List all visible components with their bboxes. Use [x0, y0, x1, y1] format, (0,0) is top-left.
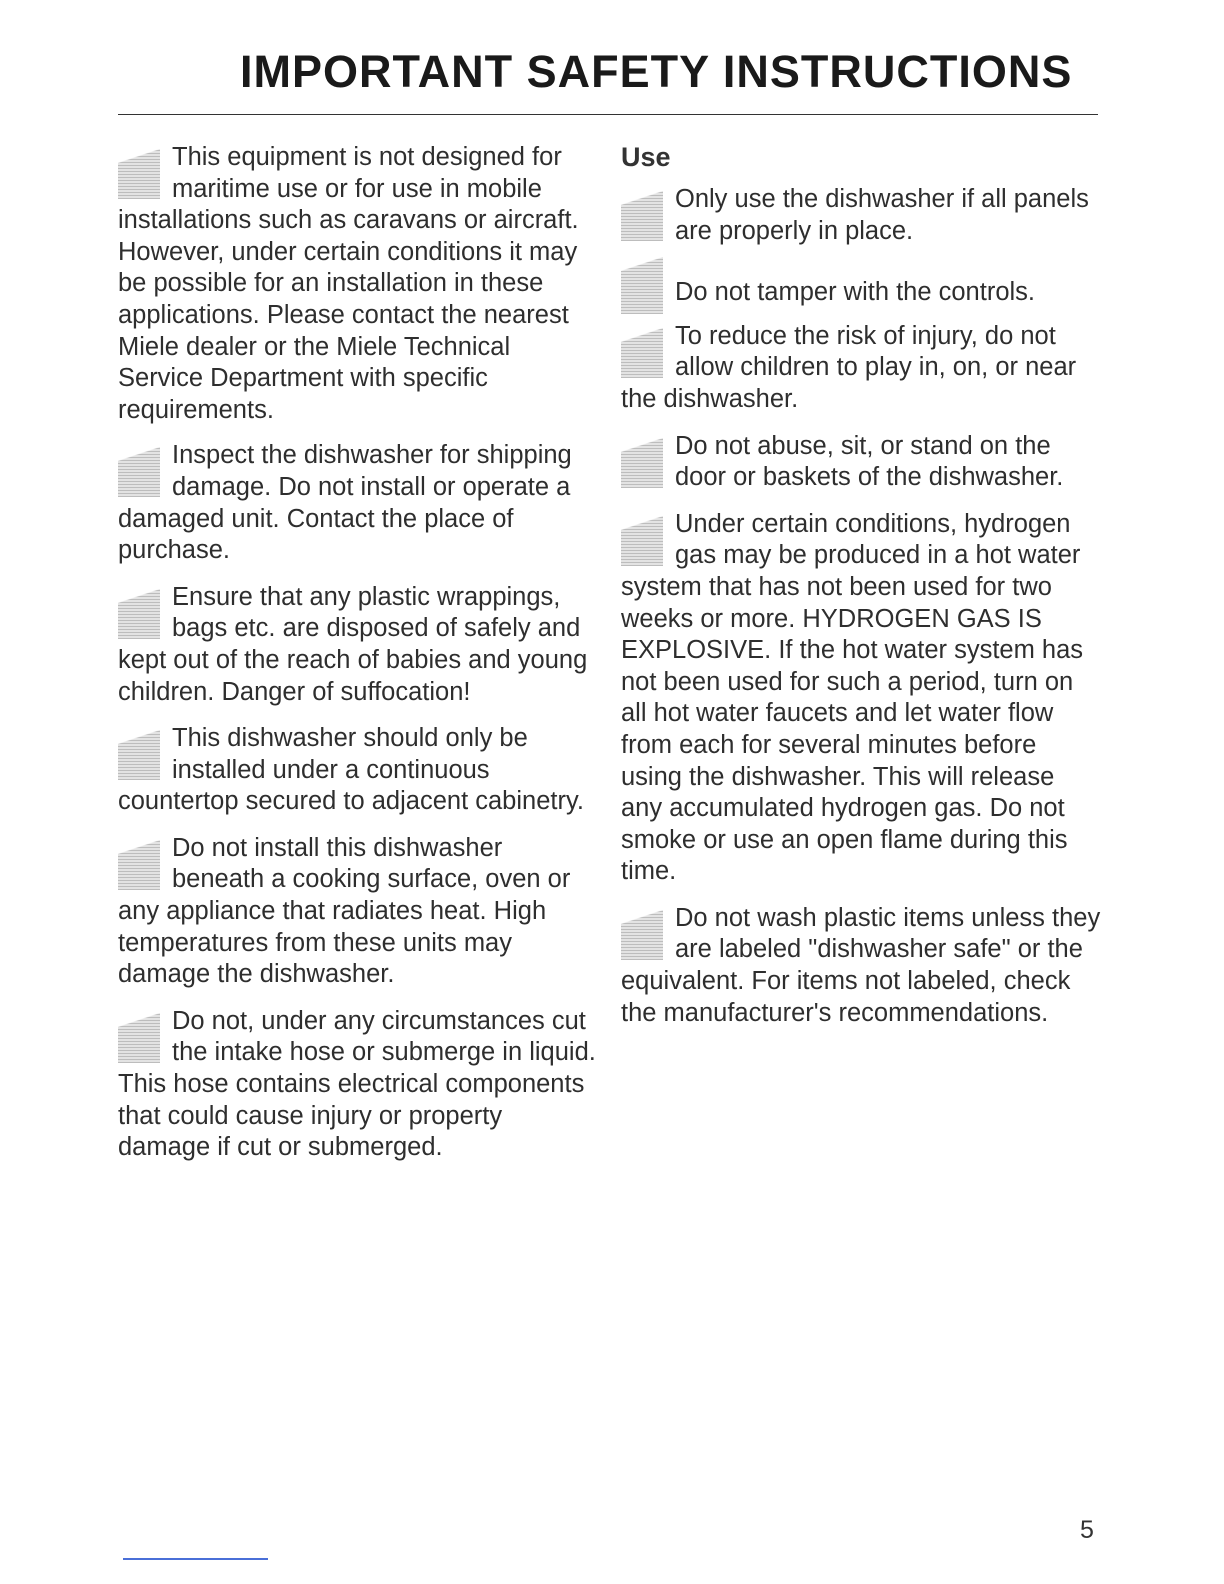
safety-item-text: This dishwasher should only be installed under a continuous countertop secured to adjacent cabinetry. [118, 724, 584, 816]
warning-marker-icon [621, 910, 663, 960]
safety-item-text: Under certain conditions, hydrogen gas may be produced in a hot water system that has not been used for two weeks or more. HYDROGEN GAS IS EXPLOSIVE. If the hot water system has not been used for such a period, turn on all hot water faucets and let water flow from each for several minutes before using the dishwasher. This will release any accumulated hydrogen gas. Do not smoke or use an open flame during this time. [621, 509, 1084, 886]
safety-item [118, 582, 596, 708]
safety-item [118, 833, 596, 991]
safety-item-text: Do not tamper with the controls. [675, 278, 1036, 307]
section-heading-use: Use [621, 142, 671, 172]
safety-item-text: Do not, under any circumstances cut the intake hose or submerge in liquid. This hose contains electrical components that could cause injury or property damage if cut or submerged. [118, 1006, 596, 1162]
right-column [621, 142, 1101, 1044]
safety-item [621, 321, 1101, 416]
safety-item [118, 142, 596, 426]
left-column [118, 142, 596, 1179]
warning-marker-icon [118, 730, 160, 780]
warning-marker-icon [621, 191, 663, 241]
footer-line [123, 1558, 268, 1560]
page-title: IMPORTANT SAFETY INSTRUCTIONS [240, 46, 1073, 97]
page-number: 5 [1080, 1516, 1094, 1544]
warning-marker-icon [621, 516, 663, 566]
safety-item-text: Ensure that any plastic wrappings, bags etc. are disposed of safely and kept out of the reach of babies and young children. Danger of suffocation! [118, 582, 588, 706]
warning-marker-icon [621, 257, 663, 314]
warning-marker-icon [118, 589, 160, 639]
safety-item [621, 509, 1101, 888]
warning-marker-icon [118, 447, 160, 497]
title-rule [118, 114, 1098, 115]
safety-item-text: This equipment is not designed for maritime use or for use in mobile installations such as caravans or aircraft. However, under certain conditions it may be possible for an installation in these applications. Please contact the nearest Miele dealer or the Miele Technical Service Department with specific requirements. [118, 143, 579, 424]
safety-item-text: Do not wash plastic items unless they are labeled "dishwasher safe" or the equivalent. For items not labeled, check the manufacturer's recommendations. [621, 903, 1101, 1027]
safety-item [621, 903, 1101, 1029]
safety-item-text: Inspect the dishwasher for shipping damage. Do not install or operate a damaged unit. Contact the place of purchase. [118, 441, 572, 565]
safety-item-text: Do not abuse, sit, or stand on the door or baskets of the dishwasher. [675, 431, 1064, 492]
warning-marker-icon [621, 328, 663, 378]
warning-marker-icon [118, 149, 160, 199]
safety-item-text: Only use the dishwasher if all panels are properly in place. [675, 185, 1089, 245]
safety-item [621, 277, 1101, 309]
safety-item-text: To reduce the risk of injury, do not allow children to play in, on, or near the dishwasher. [621, 321, 1077, 413]
safety-item [118, 723, 596, 818]
safety-item [621, 431, 1101, 494]
warning-marker-icon [621, 438, 663, 488]
safety-item [118, 1006, 596, 1164]
warning-marker-icon [118, 1013, 160, 1063]
safety-item [118, 440, 596, 566]
safety-item [621, 184, 1101, 247]
warning-marker-icon [118, 840, 160, 890]
safety-item-text: Do not install this dishwasher beneath a cooking surface, oven or any appliance that radiates heat. High temperatures from these units may damage the dishwasher. [118, 833, 571, 989]
